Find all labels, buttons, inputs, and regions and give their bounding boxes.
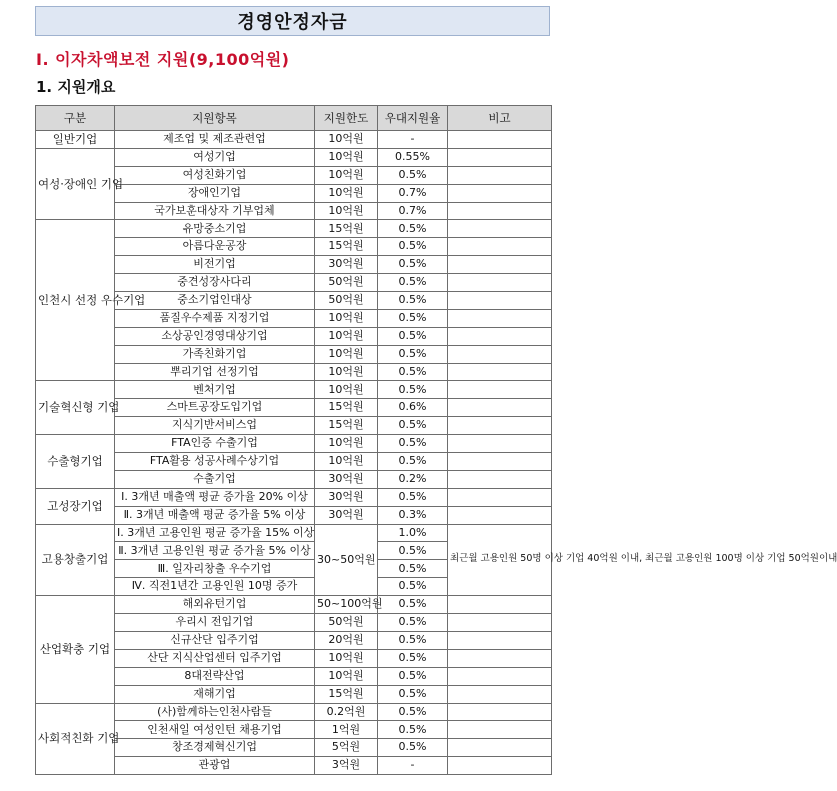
limit-cell: 10억원 xyxy=(315,345,378,363)
note-cell xyxy=(448,363,552,381)
item-cell: 제조업 및 제조관련업 xyxy=(115,131,315,149)
limit-cell: 15억원 xyxy=(315,399,378,417)
table-row xyxy=(36,596,552,614)
item-cell: 소상공인경영대상기업 xyxy=(115,327,315,345)
limit-cell: 10억원 xyxy=(315,202,378,220)
rate-cell: 0.5% xyxy=(378,292,448,310)
note-cell xyxy=(448,488,552,506)
item-cell: Ⅰ. 3개년 매출액 평균 증가율 20% 이상 xyxy=(115,488,315,506)
table-body xyxy=(36,131,837,775)
limit-cell: 15억원 xyxy=(315,220,378,238)
note-cell xyxy=(448,685,552,703)
note-cell xyxy=(448,614,552,632)
page-title: 경영안정자금 xyxy=(237,12,348,33)
item-cell: 창조경제혁신기업 xyxy=(115,739,315,757)
note-cell: 최근월 고용인원 50명 이상 기업 40억원 이내, 최근월 고용인원 100명 이상 기업 50억원이내 xyxy=(448,524,552,596)
rate-cell: 0.5% xyxy=(378,631,448,649)
rate-cell: 0.5% xyxy=(378,363,448,381)
item-cell: 해외유턴기업 xyxy=(115,596,315,614)
item-cell: 장애인기업 xyxy=(115,184,315,202)
rate-cell: 0.5% xyxy=(378,345,448,363)
rate-cell: 0.7% xyxy=(378,184,448,202)
item-cell: 벤처기업 xyxy=(115,381,315,399)
limit-cell: 30억원 xyxy=(315,488,378,506)
limit-cell: 10억원 xyxy=(315,309,378,327)
note-cell xyxy=(448,256,552,274)
note-cell xyxy=(448,649,552,667)
rate-cell: 0.2% xyxy=(378,470,448,488)
rate-cell: 0.3% xyxy=(378,506,448,524)
item-cell: 뿌리기업 선정기업 xyxy=(115,363,315,381)
header-rate: 우대지원율 xyxy=(378,106,448,131)
note-cell xyxy=(448,184,552,202)
table-row xyxy=(36,381,552,399)
rate-cell: 0.6% xyxy=(378,399,448,417)
limit-cell: 3억원 xyxy=(315,757,378,775)
limit-cell: 10억원 xyxy=(315,435,378,453)
item-cell: 8대전략산업 xyxy=(115,667,315,685)
item-cell: FTA인증 수출기업 xyxy=(115,435,315,453)
limit-cell: 50억원 xyxy=(315,614,378,632)
item-cell: 여성친화기업 xyxy=(115,166,315,184)
rate-cell: 0.5% xyxy=(378,166,448,184)
rate-cell: 0.7% xyxy=(378,202,448,220)
limit-cell: 1억원 xyxy=(315,721,378,739)
limit-cell: 30억원 xyxy=(315,256,378,274)
note-cell xyxy=(448,739,552,757)
note-cell xyxy=(448,435,552,453)
category-cell: 사회적친화 기업 xyxy=(36,703,115,775)
item-cell: 관광업 xyxy=(115,757,315,775)
category-cell: 기술혁신형 기업 xyxy=(36,381,115,435)
note-cell xyxy=(448,327,552,345)
rate-cell: 0.5% xyxy=(378,327,448,345)
limit-cell: 15억원 xyxy=(315,685,378,703)
item-cell: 아름다운공장 xyxy=(115,238,315,256)
item-cell: 지식기반서비스업 xyxy=(115,417,315,435)
rate-cell: 0.5% xyxy=(378,417,448,435)
limit-cell: 30~50억원 xyxy=(315,524,378,596)
note-cell xyxy=(448,274,552,292)
note-cell xyxy=(448,453,552,471)
item-cell: 신규산단 입주기업 xyxy=(115,631,315,649)
limit-cell: 50~100억원 xyxy=(315,596,378,614)
limit-cell: 10억원 xyxy=(315,148,378,166)
item-cell: Ⅳ. 직전1년간 고용인원 10명 증가 xyxy=(115,578,315,596)
limit-cell: 10억원 xyxy=(315,184,378,202)
limit-cell: 10억원 xyxy=(315,381,378,399)
note-cell xyxy=(448,470,552,488)
item-cell: Ⅱ. 3개년 매출액 평균 증가율 5% 이상 xyxy=(115,506,315,524)
limit-cell: 30억원 xyxy=(315,470,378,488)
item-cell: Ⅱ. 3개년 고용인원 평균 증가율 5% 이상 xyxy=(115,542,315,560)
header-category: 구분 xyxy=(36,106,115,131)
note-cell xyxy=(448,417,552,435)
item-cell: 국가보훈대상자 기부업체 xyxy=(115,202,315,220)
category-cell: 인천시 선정 우수기업 xyxy=(36,220,115,381)
note-cell xyxy=(448,721,552,739)
rate-cell: 0.5% xyxy=(378,685,448,703)
limit-cell: 5억원 xyxy=(315,739,378,757)
table-row xyxy=(36,148,552,166)
rate-cell: 0.5% xyxy=(378,488,448,506)
item-cell: 수출기업 xyxy=(115,470,315,488)
note-cell xyxy=(448,381,552,399)
note-cell xyxy=(448,238,552,256)
header-item: 지원항목 xyxy=(115,106,315,131)
rate-cell: 0.5% xyxy=(378,721,448,739)
header-note: 비고 xyxy=(448,106,552,131)
note-cell xyxy=(448,166,552,184)
rate-cell: 0.5% xyxy=(378,435,448,453)
limit-cell: 0.2억원 xyxy=(315,703,378,721)
table-row xyxy=(36,703,552,721)
item-cell: 산단 지식산업센터 입주기업 xyxy=(115,649,315,667)
limit-cell: 10억원 xyxy=(315,131,378,149)
rate-cell: - xyxy=(378,757,448,775)
category-cell: 고성장기업 xyxy=(36,488,115,524)
limit-cell: 10억원 xyxy=(315,649,378,667)
item-cell: 중소기업인대상 xyxy=(115,292,315,310)
note-cell xyxy=(448,202,552,220)
rate-cell: 0.5% xyxy=(378,542,448,560)
rate-cell: 0.5% xyxy=(378,649,448,667)
item-cell: (사)함께하는인천사람들 xyxy=(115,703,315,721)
note-cell xyxy=(448,345,552,363)
limit-cell: 50억원 xyxy=(315,274,378,292)
table-row xyxy=(36,435,552,453)
item-cell: 품질우수제품 지정기업 xyxy=(115,309,315,327)
rate-cell: 0.5% xyxy=(378,220,448,238)
rate-cell: 0.5% xyxy=(378,667,448,685)
item-cell: 인천새일 여성인턴 채용기업 xyxy=(115,721,315,739)
subsection-heading: 1. 지원개요 xyxy=(36,78,116,96)
limit-cell: 10억원 xyxy=(315,453,378,471)
rate-cell: 0.5% xyxy=(378,739,448,757)
rate-cell: 0.5% xyxy=(378,274,448,292)
category-cell: 여성·장애인 기업 xyxy=(36,148,115,220)
table-row xyxy=(36,524,552,542)
item-cell: Ⅰ. 3개년 고용인원 평균 증가율 15% 이상 xyxy=(115,524,315,542)
item-cell: FTA활용 성공사례수상기업 xyxy=(115,453,315,471)
support-table xyxy=(35,105,837,775)
rate-cell: 1.0% xyxy=(378,524,448,542)
note-cell xyxy=(448,631,552,649)
rate-cell: 0.55% xyxy=(378,148,448,166)
item-cell: 중견성장사다리 xyxy=(115,274,315,292)
limit-cell: 10억원 xyxy=(315,166,378,184)
note-cell xyxy=(448,506,552,524)
category-cell: 고용창출기업 xyxy=(36,524,115,596)
limit-cell: 20억원 xyxy=(315,631,378,649)
note-cell xyxy=(448,703,552,721)
item-cell: 여성기업 xyxy=(115,148,315,166)
rate-cell: 0.5% xyxy=(378,614,448,632)
category-cell: 산업확충 기업 xyxy=(36,596,115,703)
rate-cell: 0.5% xyxy=(378,703,448,721)
note-cell xyxy=(448,148,552,166)
rate-cell: 0.5% xyxy=(378,309,448,327)
limit-cell: 10억원 xyxy=(315,363,378,381)
category-cell: 수출형기업 xyxy=(36,435,115,489)
category-cell: 일반기업 xyxy=(36,131,115,149)
limit-cell: 10억원 xyxy=(315,327,378,345)
table-header-row xyxy=(36,106,552,131)
limit-cell: 15억원 xyxy=(315,238,378,256)
rate-cell: 0.5% xyxy=(378,256,448,274)
rate-cell: - xyxy=(378,131,448,149)
note-cell xyxy=(448,131,552,149)
section-heading: Ⅰ. 이자차액보전 지원(9,100억원) xyxy=(36,50,290,69)
table-row xyxy=(36,488,552,506)
item-cell: 스마트공장도입기업 xyxy=(115,399,315,417)
header-limit: 지원한도 xyxy=(315,106,378,131)
limit-cell: 15억원 xyxy=(315,417,378,435)
rate-cell: 0.5% xyxy=(378,238,448,256)
item-cell: 우리시 전입기업 xyxy=(115,614,315,632)
item-cell: 가족친화기업 xyxy=(115,345,315,363)
note-cell xyxy=(448,220,552,238)
rate-cell: 0.5% xyxy=(378,578,448,596)
item-cell: Ⅲ. 일자리창출 우수기업 xyxy=(115,560,315,578)
item-cell: 유망중소기업 xyxy=(115,220,315,238)
note-cell xyxy=(448,292,552,310)
note-cell xyxy=(448,399,552,417)
limit-cell: 10억원 xyxy=(315,667,378,685)
rate-cell: 0.5% xyxy=(378,560,448,578)
table-row xyxy=(36,220,552,238)
note-cell xyxy=(448,596,552,614)
item-cell: 비전기업 xyxy=(115,256,315,274)
rate-cell: 0.5% xyxy=(378,596,448,614)
limit-cell: 50억원 xyxy=(315,292,378,310)
note-cell xyxy=(448,757,552,775)
limit-cell: 30억원 xyxy=(315,506,378,524)
note-cell xyxy=(448,309,552,327)
table-row xyxy=(36,131,552,149)
item-cell: 재해기업 xyxy=(115,685,315,703)
title-bar xyxy=(35,6,550,36)
rate-cell: 0.5% xyxy=(378,381,448,399)
rate-cell: 0.5% xyxy=(378,453,448,471)
note-cell xyxy=(448,667,552,685)
